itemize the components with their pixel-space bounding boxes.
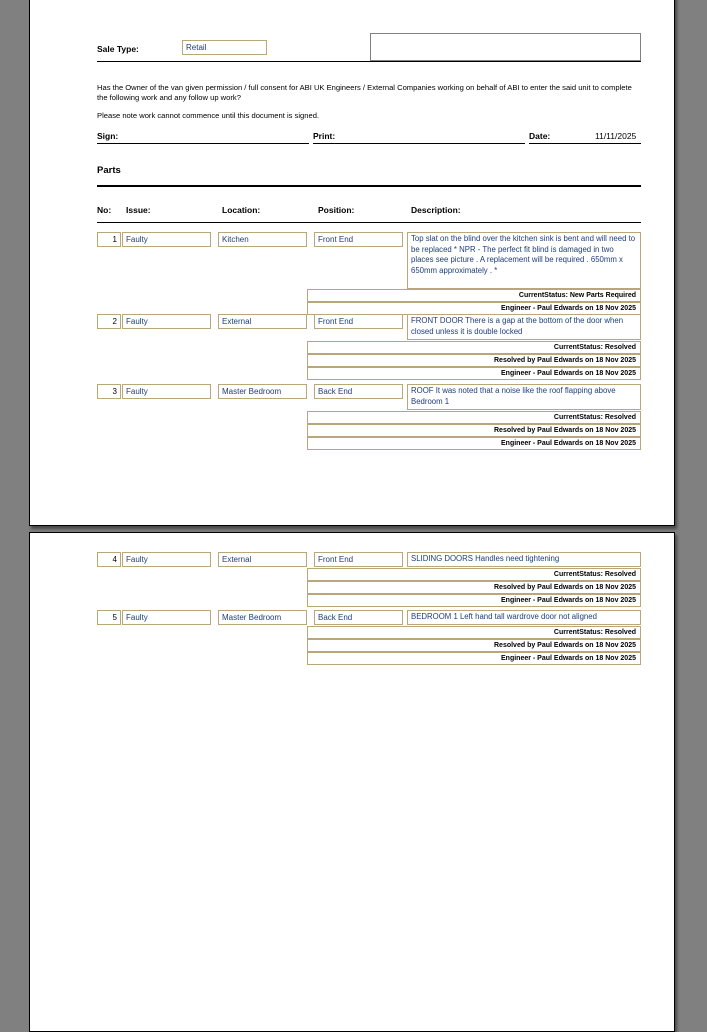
table-row-description[interactable]: BEDROOM 1 Left hand tall wardrove door not aligned bbox=[407, 610, 641, 625]
table-row-location[interactable]: Master Bedroom bbox=[218, 384, 307, 399]
table-row-description[interactable]: FRONT DOOR There is a gap at the bottom of the door when closed unless it is double locked bbox=[407, 314, 641, 340]
table-row-location[interactable]: External bbox=[218, 314, 307, 329]
col-header-position: Position: bbox=[318, 205, 355, 215]
table-row-note[interactable]: Resolved by Paul Edwards on 18 Nov 2025 bbox=[307, 639, 641, 652]
col-header-issue: Issue: bbox=[126, 205, 151, 215]
table-row-position[interactable]: Back End bbox=[314, 384, 403, 399]
sale-type-field[interactable]: Retail bbox=[182, 40, 267, 55]
table-row-note[interactable]: CurrentStatus: Resolved bbox=[307, 411, 641, 424]
table-row-description[interactable]: SLIDING DOORS Handles need tightening bbox=[407, 552, 641, 567]
table-row-note[interactable]: Engineer - Paul Edwards on 18 Nov 2025 bbox=[307, 437, 641, 450]
table-row-issue[interactable]: Faulty bbox=[122, 610, 211, 625]
table-row-location[interactable]: Master Bedroom bbox=[218, 610, 307, 625]
table-row-note[interactable]: Engineer - Paul Edwards on 18 Nov 2025 bbox=[307, 652, 641, 665]
col-header-no: No: bbox=[97, 205, 112, 215]
table-row-issue[interactable]: Faulty bbox=[122, 552, 211, 567]
table-row-position[interactable]: Front End bbox=[314, 314, 403, 329]
document-page-1 bbox=[29, 0, 675, 526]
table-row-no[interactable]: 2 bbox=[97, 314, 121, 329]
table-row-no[interactable]: 5 bbox=[97, 610, 121, 625]
table-row-no[interactable]: 1 bbox=[97, 232, 121, 247]
table-row-note[interactable]: CurrentStatus: Resolved bbox=[307, 626, 641, 639]
consent-paragraph: Has the Owner of the van given permission / full consent for ABI UK Engineers / External Companies working on behalf of ABI to enter the said unit to complete the following work and any follow up work? bbox=[97, 83, 632, 102]
note-paragraph: Please note work cannot commence until this document is signed. bbox=[97, 111, 320, 120]
sign-line[interactable] bbox=[97, 143, 309, 144]
table-row-note[interactable]: Resolved by Paul Edwards on 18 Nov 2025 bbox=[307, 424, 641, 437]
table-row-note[interactable]: Engineer - Paul Edwards on 18 Nov 2025 bbox=[307, 302, 641, 315]
table-row-location[interactable]: Kitchen bbox=[218, 232, 307, 247]
table-row-note[interactable]: Engineer - Paul Edwards on 18 Nov 2025 bbox=[307, 594, 641, 607]
divider-parts bbox=[97, 185, 641, 187]
table-row-issue[interactable]: Faulty bbox=[122, 314, 211, 329]
print-label: Print: bbox=[313, 131, 336, 141]
col-header-description: Description: bbox=[411, 205, 461, 215]
divider-col-headers bbox=[97, 222, 641, 223]
sign-label: Sign: bbox=[97, 131, 119, 141]
table-row-position[interactable]: Back End bbox=[314, 610, 403, 625]
sale-type-label: Sale Type: bbox=[97, 44, 139, 54]
table-row-note[interactable]: CurrentStatus: Resolved bbox=[307, 568, 641, 581]
table-row-note[interactable]: CurrentStatus: New Parts Required bbox=[307, 289, 641, 302]
table-row-note[interactable]: Resolved by Paul Edwards on 18 Nov 2025 bbox=[307, 581, 641, 594]
table-row-issue[interactable]: Faulty bbox=[122, 384, 211, 399]
table-row-note[interactable]: CurrentStatus: Resolved bbox=[307, 341, 641, 354]
table-row-note[interactable]: Engineer - Paul Edwards on 18 Nov 2025 bbox=[307, 367, 641, 380]
date-label: Date: bbox=[529, 131, 551, 141]
table-row-no[interactable]: 4 bbox=[97, 552, 121, 567]
divider-sale-type bbox=[97, 61, 641, 62]
date-value: 11/11/2025 bbox=[595, 131, 637, 141]
document-page-2 bbox=[29, 532, 675, 1032]
table-row-description[interactable]: ROOF It was noted that a noise like the roof flapping above Bedroom 1 bbox=[407, 384, 641, 410]
table-row-note[interactable]: Resolved by Paul Edwards on 18 Nov 2025 bbox=[307, 354, 641, 367]
table-row-location[interactable]: External bbox=[218, 552, 307, 567]
parts-heading: Parts bbox=[97, 165, 121, 176]
print-line[interactable] bbox=[313, 143, 525, 144]
table-row-issue[interactable]: Faulty bbox=[122, 232, 211, 247]
table-row-no[interactable]: 3 bbox=[97, 384, 121, 399]
sale-type-blank-box bbox=[370, 33, 641, 61]
table-row-description[interactable]: Top slat on the blind over the kitchen sink is bent and will need to be replaced * NPR - The perfect fit blind is damaged in two places see picture . A replacement will be required . 650mm x 650mm approximately . * bbox=[407, 232, 641, 289]
date-line[interactable] bbox=[529, 143, 641, 144]
col-header-location: Location: bbox=[222, 205, 261, 215]
table-row-position[interactable]: Front End bbox=[314, 232, 403, 247]
table-row-position[interactable]: Front End bbox=[314, 552, 403, 567]
